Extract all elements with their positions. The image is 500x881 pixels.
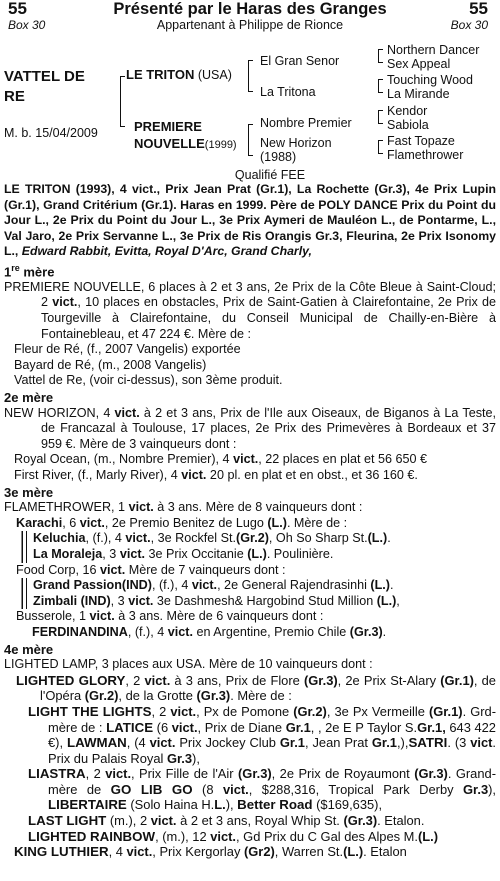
mere2-runner-1: Royal Ocean, (m., Nombre Premier), 4 vict., 22 places en plat et 56 650 € <box>14 452 428 467</box>
king-luthier-entry: KING LUTHIER, 4 vict., Prix Kergorlay (Gr2), Warren St.(L.). Etalon <box>14 844 407 860</box>
lighted-glory-entry: LIGHTED GLORY, 2 vict. à 3 ans, Prix de Flore (Gr.3), 2e Prix St-Alary (Gr.1), de l'Opéra (Gr.2), de la Grotte (Gr.3). Mère de : <box>16 672 496 704</box>
mere3-paragraph: FLAMETHROWER, 1 vict. à 3 ans. Mère de 8 vainqueurs dont : <box>4 500 363 515</box>
bracket-ds <box>378 110 383 124</box>
grand-passion-entry: Grand Passion(IND), (f.), 4 vict., 2e General Rajendrasinhi (L.). <box>33 578 394 593</box>
qualification: Qualifié FEE <box>234 168 306 182</box>
dsd: Sabiola <box>387 118 429 132</box>
mere1-paragraph: PREMIERE NOUVELLE, 6 places à 2 et 3 ans, 2e Prix de la Côte Bleue à Saint-Cloud; 2 vict., 10 places en obstacles, Prix de Saint-Gatien à Clairefontaine, 2e Prix de Tourgeville à Clairefontaine, du Conseil Municipal de Chailly-en-Bière à Fontainebleau, et 47 224 €. Mère de : <box>4 279 496 341</box>
moraleja-entry: La Moraleja, 3 vict. 3e Prix Occitanie (L.). Poulinière. <box>33 546 334 561</box>
mere1-heading: 1re mère <box>4 262 55 280</box>
mere2-heading: 2e mère <box>4 390 54 406</box>
ferdinandina-entry: FERDINANDINA, (f.), 4 vict. en Argentine, Premio Chile (Gr.3). <box>32 624 387 639</box>
busserole-entry: Busserole, 1 vict. à 3 ans. Mère de 6 vainqueurs dont : <box>16 609 324 624</box>
mere1-produce-1: Fleur de Ré, (f., 2007 Vangelis) exportée <box>14 342 241 357</box>
box-number-left: Box 30 <box>8 18 46 32</box>
lighted-rainbow-entry: LIGHTED RAINBOW, (m.), 12 vict., Gd Prix du C Gal des Alpes M.(L.) <box>28 828 439 844</box>
mere3-heading: 3e mère <box>4 484 54 500</box>
bracket-dam <box>248 124 253 156</box>
sds: Touching Wood <box>387 73 473 87</box>
horse-name-line2: RE <box>4 88 25 105</box>
dam-name-line1: PREMIERE <box>134 119 202 134</box>
lot-number-right: 55 <box>469 0 488 18</box>
mere4-paragraph: LIGHTED LAMP, 3 places aux USA. Mère de 10 vainqueurs dont : <box>4 657 373 672</box>
sire-paragraph: LE TRITON (1993), 4 vict., Prix Jean Prat (Gr.1), La Rochette (Gr.3), 4e Prix Lupin (Gr.1), Grand Critérium (Gr.1). Haras en 1999. Père de POLY DANCE Prix du Point du Jour L., 2e Prix du Point du Jour L., 3e Prix Aymeri de Mauléon L., de Pontarme, L., Val Jaro, 2e Prix Servanne L., 3e Prix de Ris Orangis Gr.3, Fleurina, 2e Prix Isonomy L., Edward Rabbit, Evitta, Royal D'Arc, Grand Charly, <box>4 182 496 259</box>
dam-dam: New Horizon <box>260 136 332 150</box>
bracket-ss <box>378 49 383 63</box>
box-number-right: Box 30 <box>450 18 488 32</box>
foodcorp-produce <box>26 578 496 609</box>
horse-details: M. b. 15/04/2009 <box>4 126 98 140</box>
bracket-sire <box>248 60 253 92</box>
sire-dam: La Tritona <box>260 85 316 99</box>
dam-sire: Nombre Premier <box>260 116 352 130</box>
light-the-lights-entry: LIGHT THE LIGHTS, 2 vict., Px de Pomone (Gr.2), 3e Px Vermeille (Gr.1). Grd-mère de : LATICE (6 vict., Prix de Diane Gr.1, , 2e E P Taylor S.Gr.1, 643 422 €), LAWMAN, (4 vict. Prix Jockey Club Gr.1, Jean Prat Gr.1,),SATRI. (3 vict. Prix du Palais Royal Gr.3), <box>28 703 497 766</box>
mere1-produce-2: Bayard de Ré, (m., 2008 Vangelis) <box>14 357 207 372</box>
horse-name-line1: VATTEL DE <box>4 68 85 85</box>
mere2-runner-2: First River, (f., Marly River), 4 vict. 20 pl. en plat et en obst., et 36 160 €. <box>14 468 418 483</box>
owner-subtitle: Appartenant à Philippe de Rionce <box>156 18 344 32</box>
pedigree-table <box>4 34 496 184</box>
dam-name-line2: NOUVELLE(1999) <box>134 136 237 151</box>
page-title: Présenté par le Haras des Granges <box>113 0 387 18</box>
keluchia-entry: Keluchia, (f.), 4 vict., 3e Rockfel St.(Gr.2), Oh So Sharp St.(L.). <box>33 531 391 546</box>
sdd: La Mirande <box>387 87 450 101</box>
page-header <box>4 0 496 34</box>
mere1-produce-3: Vattel de Re, (voir ci-dessus), son 3ème produit. <box>14 373 283 388</box>
ssd: Sex Appeal <box>387 57 451 71</box>
bracket-horse <box>120 76 125 127</box>
dss: Kendor <box>387 104 428 118</box>
liastra-entry: LIASTRA, 2 vict., Prix Fille de l'Air (Gr.3), 2e Prix de Royaumont (Gr.3). Grand-mère de GO LIB GO (8 vict., $288,316, Tropical Park Derby Gr.3), LIBERTAIRE (Solo Haina H.L.), Better Road ($169,635), <box>28 766 496 813</box>
karachi-entry: Karachi, 6 vict., 2e Premio Benitez de Lugo (L.). Mère de : <box>16 515 348 530</box>
ddd: Flamethrower <box>387 148 464 162</box>
bracket-dd <box>378 140 383 154</box>
mere2-paragraph: NEW HORIZON, 4 vict. à 2 et 3 ans, Prix de l'Ile aux Oiseaux, de Biganos à La Teste, de Francazal à Toulouse, 17 places, 2e Prix des Primevères à Bordeaux et 37 959 €. Mère de 3 vainqueurs dont : <box>4 405 496 451</box>
sss: Northern Dancer <box>387 43 480 57</box>
zimbali-entry: Zimbali (IND), 3 vict. 3e Dashmesh& Hargobind Stud Million (L.), <box>33 593 400 608</box>
lot-number-left: 55 <box>8 0 27 18</box>
sire-sire: El Gran Senor <box>260 54 340 68</box>
sire-entry: LE TRITON (USA) <box>126 67 232 82</box>
bracket-sd <box>378 79 383 93</box>
karachi-produce <box>26 531 496 562</box>
dam-dam-year: (1988) <box>260 150 297 164</box>
last-light-entry: LAST LIGHT (m.), 2 vict. à 2 et 3 ans, Royal Whip St. (Gr.3). Etalon. <box>28 813 425 829</box>
foodcorp-entry: Food Corp, 16 vict. Mère de 7 vainqueurs dont : <box>16 562 286 577</box>
dds: Fast Topaze <box>387 134 455 148</box>
mere4-heading: 4e mère <box>4 641 54 657</box>
